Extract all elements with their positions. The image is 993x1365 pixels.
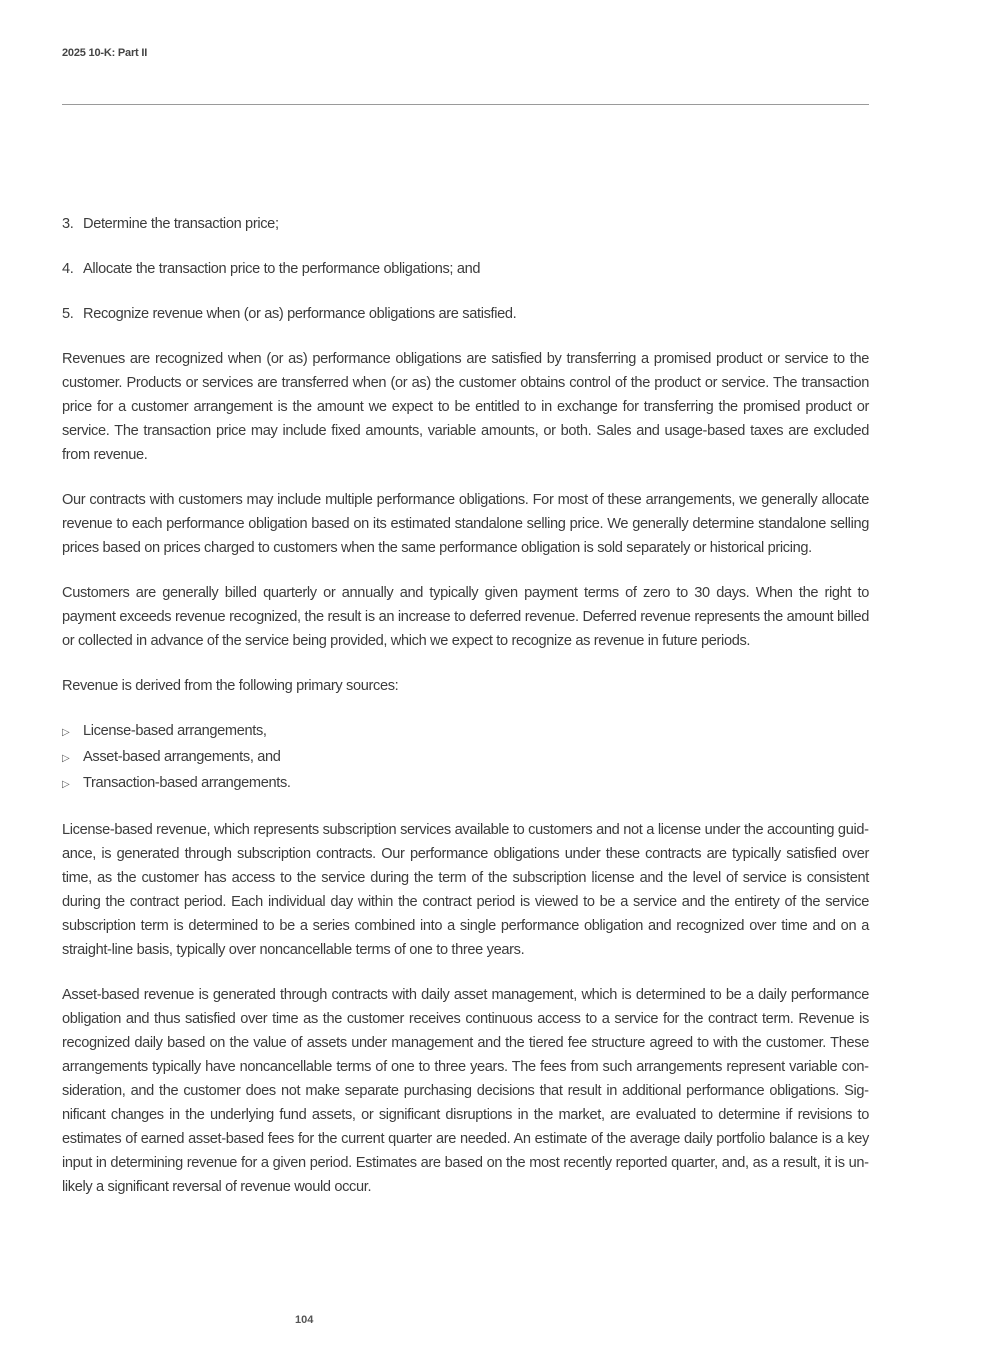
step-number: 4. — [62, 261, 74, 277]
numbered-step — [62, 302, 869, 326]
paragraph-revenue-recognition: Revenues are recognized when (or as) performance obligations are satisfied by transferring a promised product or service to the customer. Products or services are transferred when (or as) the customer obtains control of the product or service. The transaction price for a customer arrangement is the amount we expect to be entitled to in exchange for transferring the promised product or service. The transaction price may include fixed amounts, variable amounts, or both. Sales and usage-based taxes are excluded from revenue. — [62, 351, 869, 463]
list-item-text: License-based arrangements, — [83, 723, 267, 739]
numbered-step — [62, 212, 869, 236]
step-number: 3. — [62, 216, 74, 232]
revenue-sources-list — [62, 719, 869, 797]
step-number: 5. — [62, 306, 74, 322]
running-header: 2025 10-K: Part II — [62, 47, 148, 59]
paragraph-license-based: License-based revenue, which represents subscription services available to customers and not a license under the accounting guidance, is generated through subscription contracts. Our performance obligations under these contracts are typically satisfied over time, as the customer has access to the service during the term of the subscription license and the level of service is consistent during the contract period. Each individual day within the contract period is viewed to be a service and the entirety of the service subscription term is determined to be a series combined into a single performance obligation and recognized over time and on a straight-line basis, typically over noncancellable terms of one to three years. — [62, 822, 869, 958]
triangle-bullet-icon: ▷ — [62, 753, 70, 764]
paragraph-billing: Customers are generally billed quarterly or annually and typically given payment terms of zero to 30 days. When the right to payment exceeds revenue recognized, the result is an increase to deferred revenue. Deferred revenue represents the amount billed or collected in advance of the service being provided, which we expect to recognize as revenue in future periods. — [62, 585, 869, 649]
list-item — [62, 745, 869, 771]
triangle-bullet-icon: ▷ — [62, 779, 70, 790]
list-item-text: Asset-based arrangements, and — [83, 749, 281, 765]
triangle-bullet-icon: ▷ — [62, 727, 70, 738]
paragraph-sources-intro: Revenue is derived from the following primary sources: — [62, 678, 399, 694]
step-text: Recognize revenue when (or as) performance obligations are satisfied. — [83, 306, 517, 322]
header-divider — [62, 104, 869, 105]
numbered-step — [62, 257, 869, 281]
page-number: 104 — [295, 1314, 314, 1326]
step-text: Determine the transaction price; — [83, 216, 279, 232]
paragraph-asset-based: Asset-based revenue is generated through contracts with daily asset management, which is determined to be a daily performance obligation and thus satisfied over time as the customer receives continuous access to a service for the contract term. Revenue is recognized daily based on the value of assets under management and the tiered fee structure agreed to with the customer. These arrangements typically have noncancellable terms of one to three years. The fees from such arrangements represent variable consideration, and the customer does not make separate purchasing decisions that result in additional performance obligations. Significant changes in the underlying fund assets, or significant disruptions in the market, are evaluated to determine if revisions to estimates of earned asset-based fees for the current quarter are needed. An estimate of the average daily portfolio balance is a key input in determining revenue for a given period. Estimates are based on the most recently reported quarter, and, as a result, it is unlikely a significant reversal of revenue would occur. — [62, 987, 869, 1195]
list-item — [62, 771, 869, 797]
list-item-text: Transaction-based arrangements. — [83, 775, 291, 791]
list-item — [62, 719, 869, 745]
paragraph-multiple-obligations: Our contracts with customers may include multiple performance obligations. For most of these arrangements, we generally allocate revenue to each performance obligation based on its estimated standalone selling price. We generally determine standalone selling prices based on prices charged to customers when the same performance obligation is sold separately or historical pricing. — [62, 492, 869, 556]
step-text: Allocate the transaction price to the performance obligations; and — [83, 261, 481, 277]
page-body — [62, 212, 869, 1220]
